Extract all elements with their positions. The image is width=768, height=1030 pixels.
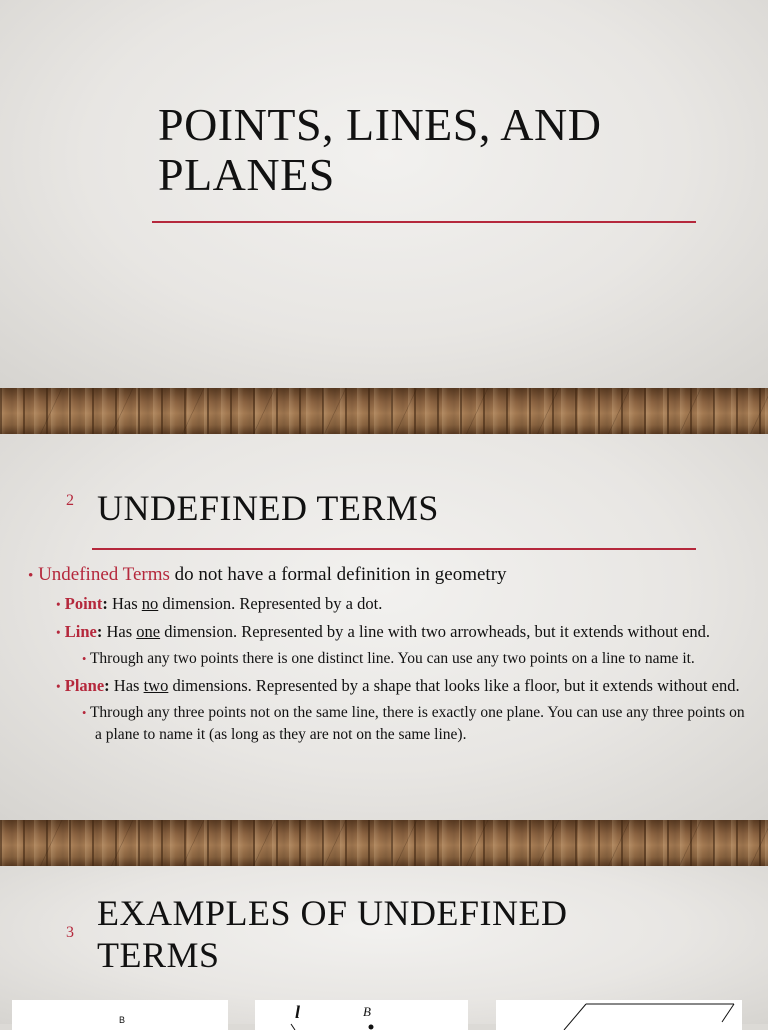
slide-1-title-line-2: PLANES — [158, 149, 335, 200]
wood-floor-1 — [0, 388, 768, 434]
slide-3-title-line-1: EXAMPLES OF UNDEFINED — [97, 893, 568, 933]
slide-2-number: 2 — [66, 492, 74, 509]
plane-diagram — [496, 1000, 742, 1030]
plane-label: Plane — [64, 675, 105, 695]
plane-colon: : — [104, 675, 110, 695]
slide-1 — [0, 0, 768, 388]
point-text-post: dimension. Represented by a dot. — [158, 594, 383, 613]
bullet-marker: • — [56, 625, 61, 640]
point-diagram — [12, 1000, 228, 1030]
plane-diagram-right-edge — [722, 1004, 734, 1022]
wood-floor-2 — [0, 820, 768, 866]
slide-3-number: 3 — [66, 924, 74, 941]
point-label: Point — [64, 594, 103, 613]
line-diagram-label-b: B — [363, 1004, 371, 1019]
example-card-plane — [496, 1000, 742, 1030]
bullet-plane — [56, 674, 748, 699]
line-diagram-label-l: l — [295, 1002, 301, 1022]
line-text-underlined: one — [136, 622, 161, 641]
line-diagram-tick — [291, 1024, 295, 1030]
line-colon: : — [96, 622, 103, 641]
slide-3-title — [97, 892, 568, 976]
slide-2-title: UNDEFINED TERMS — [97, 488, 439, 528]
plane-sub-text: Through any three points not on the same line, there is exactly one plane. You can use any three points on a plane to name it (as long as they are not on the same line). — [89, 703, 745, 743]
line-label: Line — [64, 622, 97, 641]
slide-2-bullets — [28, 563, 748, 750]
line-text-post: dimension. Represented by a line with two arrowheads, but it extends without end. — [160, 622, 710, 641]
slide-1-title-line-1: POINTS, LINES, AND — [158, 99, 602, 150]
bullet-marker: • — [82, 705, 87, 720]
plane-diagram-left-edge — [564, 1004, 586, 1030]
point-diagram-label: B — [119, 1015, 126, 1025]
bullet-point — [56, 592, 748, 617]
point-text-pre: Has — [107, 594, 142, 613]
undefined-terms-label: Undefined Terms — [38, 564, 170, 585]
plane-text-pre: Has — [109, 675, 144, 695]
bullet-marker: • — [28, 567, 34, 584]
point-text-underlined: no — [141, 594, 159, 613]
line-diagram-point — [369, 1025, 374, 1030]
bullet-marker: • — [56, 597, 61, 612]
point-colon: : — [102, 594, 108, 613]
line-sub-text: Through any two points there is one distinct line. You can use any two points on a line to name it. — [89, 650, 695, 667]
bullet-line — [56, 620, 748, 645]
bullet-line-sub — [82, 648, 748, 671]
plane-text-underlined: two — [143, 675, 169, 695]
undefined-terms-text: do not have a formal definition in geometry — [169, 564, 507, 585]
line-diagram — [255, 1000, 468, 1030]
slide-1-title-rule — [152, 221, 696, 223]
slide-3-title-line-2: TERMS — [97, 935, 220, 975]
example-card-point — [12, 1000, 228, 1030]
bullet-undefined-terms — [28, 563, 748, 588]
bullet-marker: • — [82, 652, 87, 666]
example-card-line — [255, 1000, 468, 1030]
slide-2-title-rule — [92, 548, 696, 550]
slide-1-title — [158, 100, 601, 200]
line-text-pre: Has — [102, 622, 137, 641]
plane-text-post: dimensions. Represented by a shape that looks like a floor, but it extends without end. — [168, 675, 740, 695]
bullet-marker: • — [56, 678, 61, 694]
bullet-plane-sub — [82, 702, 748, 747]
